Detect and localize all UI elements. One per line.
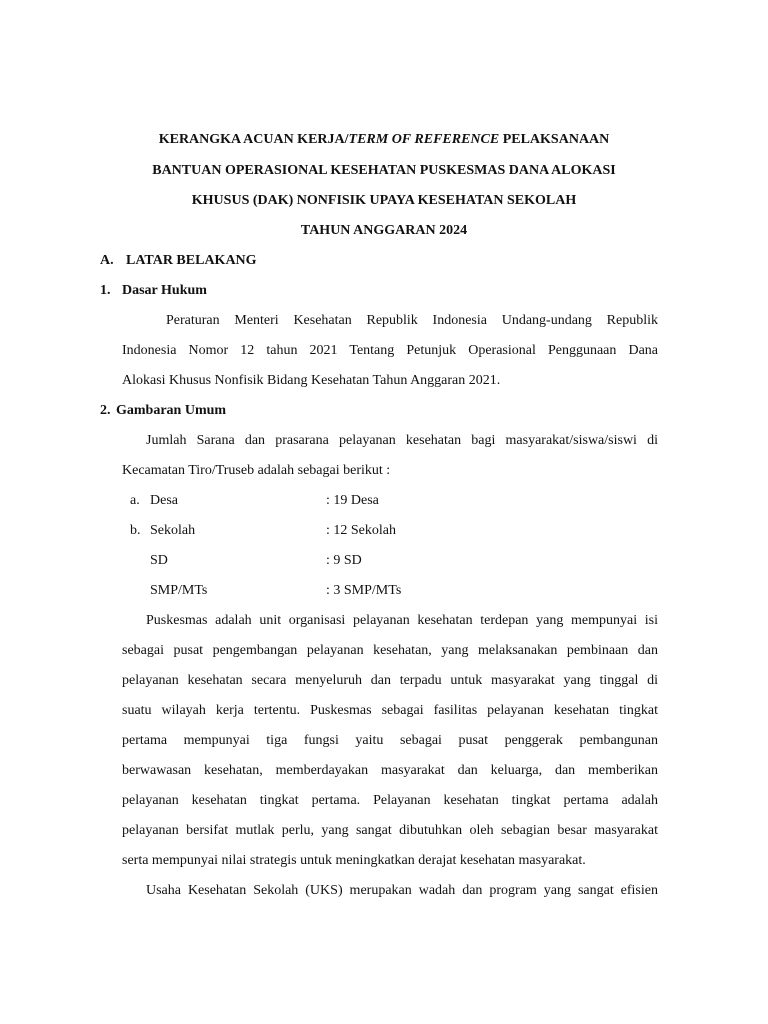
paragraph-line: pelayanan kesehatan secara menyeluruh dan terpadu untuk masyarakat yang tinggal di: [122, 673, 658, 688]
section-a-heading: [100, 252, 257, 270]
paragraph-line: Indonesia Nomor 12 tahun 2021 Tentang Petunjuk Operasional Penggunaan Dana: [122, 343, 658, 358]
document-title-line-1: KERANGKA ACUAN KERJA/TERM OF REFERENCE PELAKSANAAN: [158, 132, 610, 147]
paragraph-line: Puskesmas adalah unit organisasi pelayanan kesehatan terdepan yang mempunyai isi: [146, 613, 658, 628]
paragraph-line: berwawasan kesehatan, memberdayakan masyarakat dan keluarga, dan memberikan: [122, 763, 658, 778]
paragraph-line: Peraturan Menteri Kesehatan Republik Indonesia Undang-undang Republik: [166, 313, 658, 328]
document-page: KERANGKA ACUAN KERJA/TERM OF REFERENCE PELAKSANAAN BANTUAN OPERASIONAL KESEHATAN PUSKESMAS DANA ALOKASI KHUSUS (DAK) NONFISIK UPAYA KESEHATAN SEKOLAH TAHUN ANGGARAN 2024 A. LATAR BELAKANG 1. Dasar Hukum Peraturan Menteri Kesehatan Republik Indonesia Undang-undang Republik Indonesia Nomor 12 tahun 2021 Tentang Petunjuk Operasional Penggunaan Dana Alokasi Khusus Nonfisik Bidang Kesehatan Tahun Anggaran 2021. 2. Gambaran Umum Jumlah Sarana dan prasarana pelayanan kesehatan bagi masyarakat/siswa/siswi di Kecamatan Tiro/Truseb adalah sebagai berikut : a. Desa : 19 Desa b. Sekolah : 12 Sekolah SD : 9 SD SMP/MTs : 3 SMP/MTs Puskesmas adalah unit organisasi pelayanan kesehatan terdepan yang mempunyai isi sebagai pusat pengembangan pelayanan kesehatan, yang melaksanakan pembinaan dan pelayanan kesehatan secara menyeluruh dan terpadu untuk masyarakat yang tinggal di suatu wilayah kerja tertentu. Puskesmas sebagai fasilitas pelayanan kesehatan tingkat pertama mempunyai tiga fungsi yaitu sebagai pusat penggerak pembangunan berwawasan kesehatan, memberdayakan masyarakat dan keluarga, dan memberikan pelayanan kesehatan tingkat pertama. Pelayanan kesehatan tingkat pertama adalah pelayanan bersifat mutlak perlu, yang sangat dibutuhkan oleh sebagian besar masyarakat serta mempunyai nilai strategis untuk meningkatkan derajat kesehatan masyarakat. Usaha Kesehatan Sekolah (UKS) merupakan wadah dan program yang sangat efisien: [0, 0, 768, 1024]
paragraph-line: pertama mempunyai tiga fungsi yaitu sebagai pusat penggerak pembangunan: [122, 733, 658, 748]
paragraph-line: suatu wilayah kerja tertentu. Puskesmas sebagai fasilitas pelayanan kesehatan tingkat: [122, 703, 658, 718]
document-title-line-4: TAHUN ANGGARAN 2024: [300, 223, 468, 238]
subsection-1-title: Dasar Hukum: [122, 283, 207, 298]
subsection-1-heading: [100, 282, 207, 300]
paragraph-line: Kecamatan Tiro/Truseb adalah sebagai berikut :: [122, 463, 391, 478]
paragraph-line: sebagai pusat pengembangan pelayanan kesehatan, yang melaksanakan pembinaan dan: [122, 643, 658, 658]
subsection-2-heading: [100, 402, 226, 420]
subsection-2-marker: 2.: [100, 403, 111, 418]
section-a-title: LATAR BELAKANG: [126, 253, 257, 268]
paragraph-line: Alokasi Khusus Nonfisik Bidang Kesehatan Tahun Anggaran 2021.: [122, 373, 501, 388]
paragraph-line: pelayanan bersifat mutlak perlu, yang sangat dibutuhkan oleh sebagian besar masyarakat: [122, 823, 658, 838]
section-a-marker: A.: [100, 253, 114, 268]
subsection-2-title: Gambaran Umum: [116, 403, 227, 418]
paragraph-line: serta mempunyai nilai strategis untuk meningkatkan derajat kesehatan masyarakat.: [122, 853, 586, 868]
paragraph-line: Usaha Kesehatan Sekolah (UKS) merupakan wadah dan program yang sangat efisien: [146, 883, 658, 898]
paragraph-line: Jumlah Sarana dan prasarana pelayanan kesehatan bagi masyarakat/siswa/siswi di: [146, 433, 658, 448]
document-title-line-3: KHUSUS (DAK) NONFISIK UPAYA KESEHATAN SEKOLAH: [191, 193, 577, 208]
document-title-line-2: BANTUAN OPERASIONAL KESEHATAN PUSKESMAS DANA ALOKASI: [152, 163, 616, 178]
paragraph-line: pelayanan kesehatan tingkat pertama. Pelayanan kesehatan tingkat pertama adalah: [122, 793, 658, 808]
subsection-1-marker: 1.: [100, 283, 111, 298]
